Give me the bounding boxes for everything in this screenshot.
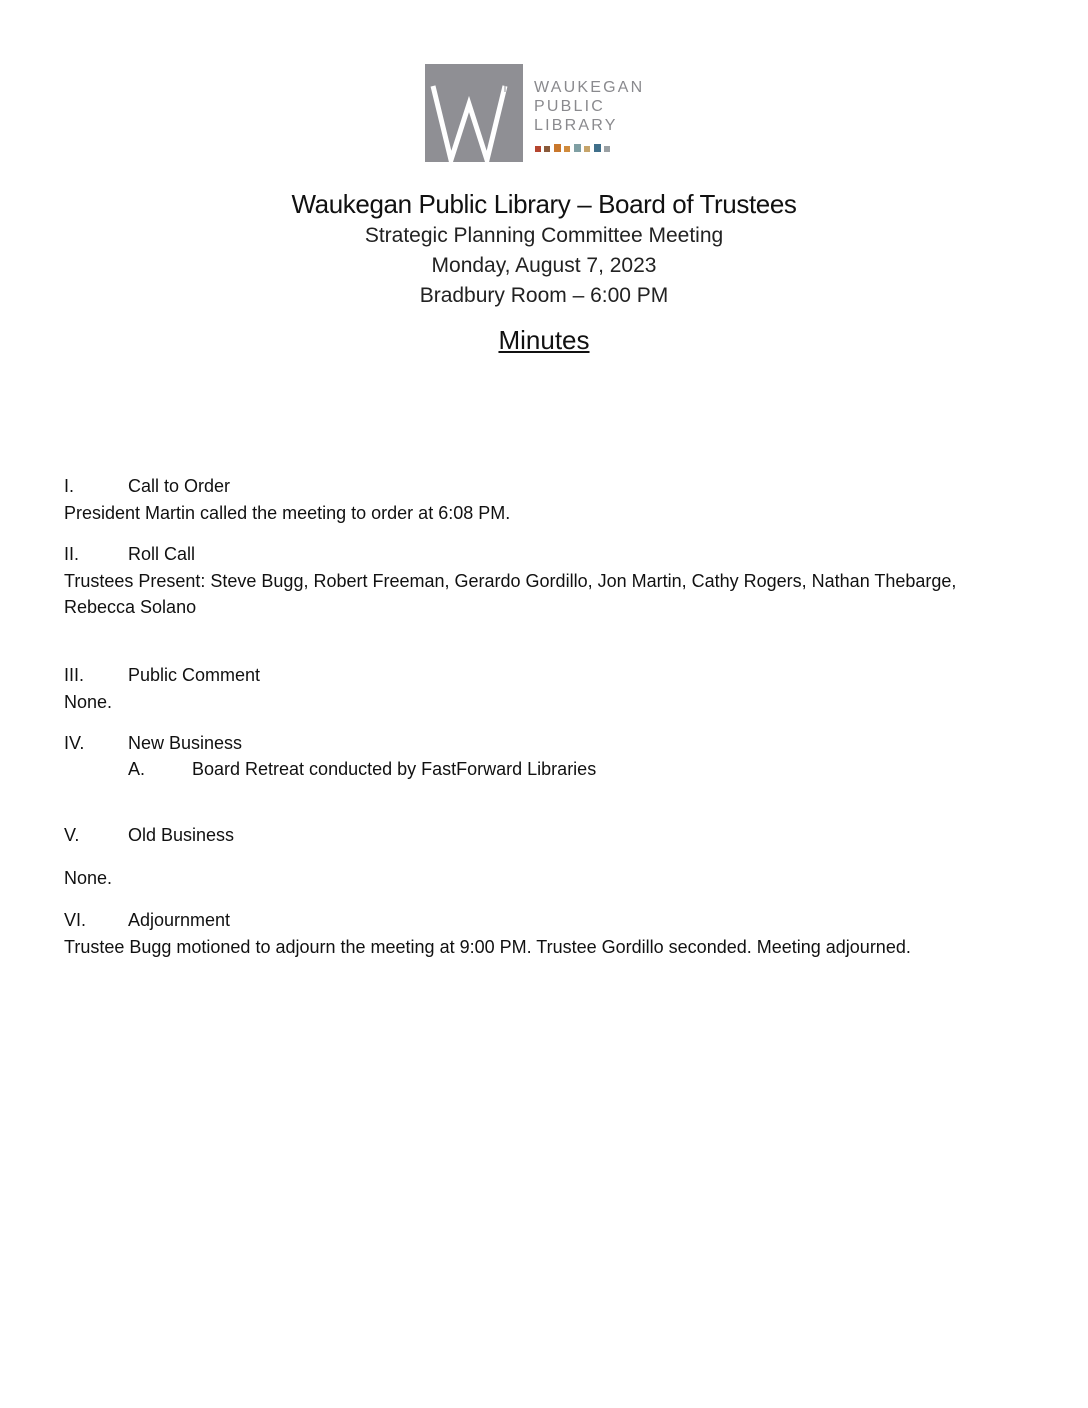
logo-square [564,146,570,152]
section-number: II. [64,544,80,564]
logo-square [574,144,581,152]
library-logo [425,64,675,164]
logo-line-3: LIBRARY [534,117,618,134]
logo-wordmark [534,78,644,135]
page-title: Waukegan Public Library – Board of Trustees [291,189,797,219]
section-number: V. [64,825,80,845]
subsection-title: Board Retreat conducted by FastForward Libraries [192,759,597,779]
section-title: Call to Order [128,476,231,496]
section-body: Trustee Bugg motioned to adjourn the meeting at 9:00 PM. Trustee Gordillo seconded. Meeting adjourned. [64,937,911,957]
section-title: Adjournment [128,910,231,930]
section-body: Trustees Present: Steve Bugg, Robert Freeman, Gerardo Gordillo, Jon Martin, Cathy Rogers, Nathan Thebarge, Rebecca Solano [64,571,957,617]
logo-square [554,144,561,152]
section-number: IV. [64,733,85,753]
section-body: None. [64,692,113,712]
logo-line-1: WAUKEGAN [534,79,645,96]
section-title: Roll Call [128,544,196,564]
logo-square [594,144,601,152]
section-body: President Martin called the meeting to order at 6:08 PM. [64,503,511,523]
section-title: New Business [128,733,243,753]
logo-w-mark [425,64,523,162]
section-number: III. [64,665,85,685]
meeting-date: Monday, August 7, 2023 [431,254,657,277]
section-number: VI. [64,910,87,930]
meeting-name: Strategic Planning Committee Meeting [364,224,724,247]
section-title: Old Business [128,825,235,845]
meeting-location: Bradbury Room – 6:00 PM [419,284,669,307]
logo-square [584,146,590,152]
section-body: None. [64,868,113,888]
logo-square [535,146,541,152]
subsection-number: A. [128,759,146,779]
doc-type-heading: Minutes [498,325,590,355]
w-letter-icon [425,64,523,162]
logo-square [604,146,610,152]
section-title: Public Comment [128,665,261,685]
logo-line-2: PUBLIC [534,98,605,115]
section-number: I. [64,476,75,496]
logo-square [544,146,550,152]
